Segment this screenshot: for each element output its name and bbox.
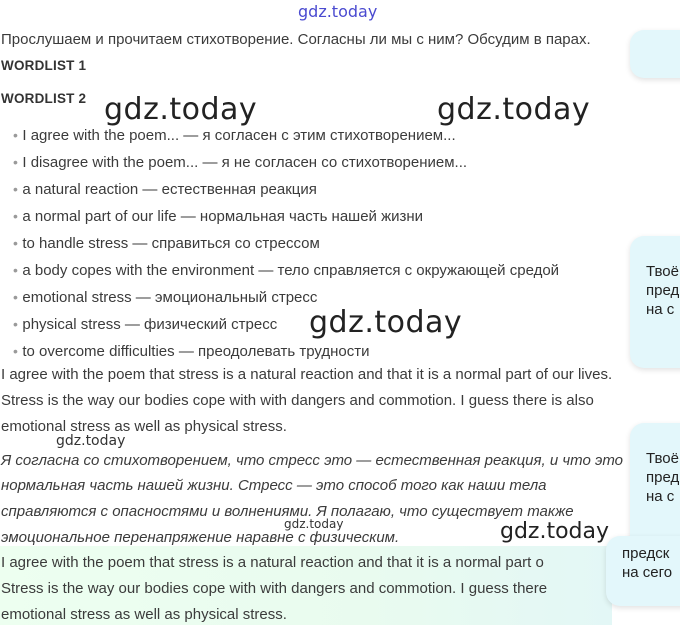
list-item: • physical stress — физический стресс bbox=[13, 316, 278, 333]
watermark-large-right: gdz.today bbox=[437, 92, 591, 127]
watermark-large-left: gdz.today bbox=[104, 92, 258, 127]
list-item: • a natural reaction — естественная реакция bbox=[13, 181, 317, 198]
watermark-large-bottom: gdz.today bbox=[500, 519, 610, 544]
watermark-small-mid: gdz.today bbox=[56, 433, 126, 449]
bullet-icon: • bbox=[13, 127, 18, 143]
instruction-text: Прослушаем и прочитаем стихотворение. Согласны ли мы с ним? Обсудим в парах. bbox=[1, 31, 591, 48]
watermark-top: gdz.today bbox=[298, 2, 378, 21]
list-item: • to handle stress — справиться со стрессом bbox=[13, 235, 320, 252]
chat-bubble-1 bbox=[630, 30, 680, 78]
list-item: • emotional stress — эмоциональный стресс bbox=[13, 289, 318, 306]
list-item: • a normal part of our life — нормальная часть нашей жизни bbox=[13, 208, 424, 225]
wordlist2-heading[interactable]: WORDLIST 2 bbox=[1, 91, 87, 106]
chat-bubble-3: Твоё пред на с bbox=[630, 423, 680, 555]
bullet-icon: • bbox=[13, 289, 18, 305]
bullet-icon: • bbox=[13, 154, 18, 170]
list-item: • to overcome difficulties — преодолевать трудности bbox=[13, 343, 370, 360]
watermark-small-bottom: gdz.today bbox=[284, 517, 344, 531]
chat-bubble-4: предск на сего bbox=[606, 536, 680, 606]
chat-bubble-2: Твоё пред на с bbox=[630, 236, 680, 368]
bullet-icon: • bbox=[13, 316, 18, 332]
list-item: • a body copes with the environment — тело справляется с окружающей средой bbox=[13, 262, 560, 279]
bullet-icon: • bbox=[13, 235, 18, 251]
watermark-large-mid: gdz.today bbox=[309, 305, 463, 340]
list-item: • I agree with the poem... — я согласен с этим стихотворением... bbox=[13, 127, 456, 144]
bullet-icon: • bbox=[13, 208, 18, 224]
bullet-icon: • bbox=[13, 181, 18, 197]
wordlist1-heading[interactable]: WORDLIST 1 bbox=[1, 58, 87, 73]
bullet-icon: • bbox=[13, 343, 18, 359]
list-item: • I disagree with the poem... — я не согласен со стихотворением... bbox=[13, 154, 468, 171]
bullet-icon: • bbox=[13, 262, 18, 278]
